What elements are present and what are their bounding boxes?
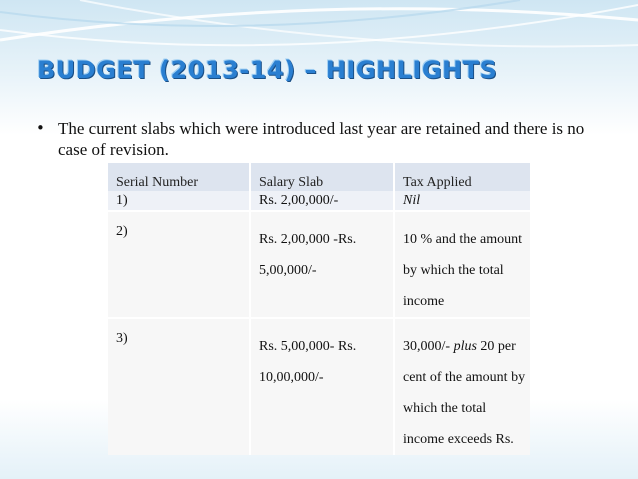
tax-nil-text: Nil [403,193,421,208]
tax-suffix: 20 per cent of the amount by which the total income exceeds Rs. [403,339,526,447]
tax-slab-table [108,163,530,455]
cell-serial: 2) [108,211,250,318]
slide-title: BUDGET (2013-14) – HIGHLIGHTS [37,56,498,84]
table-row [108,191,530,211]
table-header-row [108,163,530,191]
cell-tax [394,318,530,455]
header-salary-slab: Salary Slab [250,163,394,191]
cell-serial: 1) [116,193,128,208]
cell-slab: Rs. 5,00,000- Rs. 10,00,000/- [250,318,394,455]
arc-line [80,0,638,47]
tax-prefix: 30,000/- [403,339,451,354]
cell-slab: Rs. 2,00,000 -Rs. 5,00,000/- [250,211,394,318]
bullet-text: The current slabs which were introduced last year are retained and there is no case of revision. [58,119,585,159]
cell-serial: 3) [108,318,250,455]
table-row [108,318,530,455]
header-tax-applied: Tax Applied [394,163,530,191]
tax-plus-text: plus [453,339,477,354]
bullet-item [36,118,596,160]
table-row [108,211,530,318]
cell-slab: Rs. 2,00,000/- [250,191,394,211]
bullet-dot-icon: • [36,119,45,137]
header-serial-number: Serial Number [116,175,199,190]
cell-tax [394,191,530,211]
cell-tax: 10 % and the amount by which the total income [394,211,530,318]
